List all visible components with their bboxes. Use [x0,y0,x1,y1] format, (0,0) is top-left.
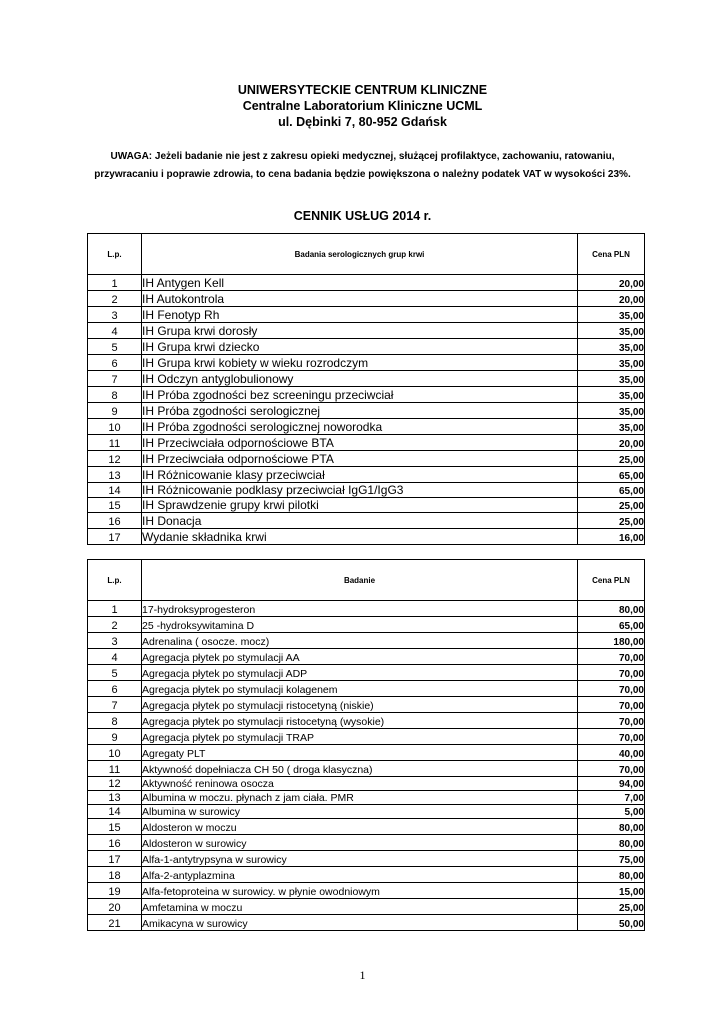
institution-name: UNIWERSYTECKIE CENTRUM KLINICZNE [237,83,488,97]
table-row [88,633,645,649]
test-name: IH Różnicowanie klasy przeciwciał [142,467,578,483]
table-row [88,819,645,835]
test-name: IH Przeciwciała odpornościowe PTA [142,451,578,467]
row-number: 1 [88,601,142,617]
row-number: 15 [88,819,142,835]
row-number: 8 [88,387,142,403]
row-number: 3 [88,307,142,323]
table-row [88,761,645,777]
test-name: IH Grupa krwi dorosły [142,323,578,339]
test-name: IH Odczyn antyglobulionowy [142,371,578,387]
test-price: 80,00 [578,819,645,835]
vat-notice [0,148,725,184]
test-name: Agregaty PLT [142,745,578,761]
row-number: 17 [88,529,142,545]
row-number: 10 [88,419,142,435]
test-name: Aldosteron w surowicy [142,835,578,851]
column-header-lp: L.p. [88,234,142,275]
test-name: IH Autokontrola [142,291,578,307]
row-number: 7 [88,697,142,713]
test-name: Albumina w moczu. płynach z jam ciała. PMR [142,791,578,805]
test-price: 70,00 [578,729,645,745]
test-price: 5,00 [578,805,645,819]
test-name: IH Grupa krwi dziecko [142,339,578,355]
test-price: 35,00 [578,403,645,419]
row-number: 3 [88,633,142,649]
test-price: 35,00 [578,419,645,435]
test-name: Agregacja płytek po stymulacji kolagenem [142,681,578,697]
row-number: 18 [88,867,142,883]
test-price: 70,00 [578,681,645,697]
table-row [88,777,645,791]
test-name: Aktywność dopełniacza CH 50 ( droga klasyczna) [142,761,578,777]
row-number: 21 [88,915,142,931]
test-name: Alfa-fetoproteina w surowicy. w płynie owodniowym [142,883,578,899]
test-price: 20,00 [578,435,645,451]
test-price: 25,00 [578,451,645,467]
address: ul. Dębinki 7, 80-952 Gdańsk [278,115,447,129]
test-name: Agregacja płytek po stymulacji TRAP [142,729,578,745]
test-price: 35,00 [578,371,645,387]
test-price: 65,00 [578,467,645,483]
table-row [88,371,645,387]
table-row [88,883,645,899]
test-price: 180,00 [578,633,645,649]
table-header-row [88,234,645,275]
test-price: 7,00 [578,791,645,805]
test-price: 25,00 [578,899,645,915]
table-row [88,467,645,483]
row-number: 9 [88,403,142,419]
test-name: IH Próba zgodności serologicznej noworodka [142,419,578,435]
test-name: IH Różnicowanie podklasy przeciwciał IgG1/IgG3 [142,483,578,498]
test-price: 15,00 [578,883,645,899]
test-price: 35,00 [578,387,645,403]
table-row [88,355,645,371]
table-row [88,697,645,713]
test-name: Amfetamina w moczu [142,899,578,915]
row-number: 11 [88,435,142,451]
test-price: 70,00 [578,713,645,729]
test-price: 70,00 [578,649,645,665]
test-price: 35,00 [578,355,645,371]
row-number: 5 [88,339,142,355]
row-number: 8 [88,713,142,729]
table-row [88,323,645,339]
table-row [88,419,645,435]
table-row [88,835,645,851]
column-header-name: Badania serologicznych grup krwi [142,234,578,275]
row-number: 9 [88,729,142,745]
test-price: 75,00 [578,851,645,867]
column-header-name: Badanie [142,560,578,601]
test-price: 50,00 [578,915,645,931]
table-row [88,649,645,665]
row-number: 12 [88,451,142,467]
row-number: 6 [88,681,142,697]
table-row [88,681,645,697]
table-header-row [88,560,645,601]
table-row [88,403,645,419]
vat-notice-line-2: przywracaniu i poprawie zdrowia, to cena badania będzie powiększona o należny podatek VAT w wysokości 23%. [94,169,631,180]
row-number: 2 [88,291,142,307]
table-row [88,791,645,805]
test-name: IH Sprawdzenie grupy krwi pilotki [142,498,578,513]
test-price: 35,00 [578,339,645,355]
column-header-price: Cena PLN [578,560,645,601]
row-number: 16 [88,513,142,529]
table-row [88,915,645,931]
test-price: 65,00 [578,617,645,633]
test-price: 94,00 [578,777,645,791]
table-row [88,665,645,681]
table-row [88,601,645,617]
blood-group-price-table [87,233,645,545]
test-name: Alfa-2-antyplazmina [142,867,578,883]
row-number: 12 [88,777,142,791]
row-number: 1 [88,275,142,291]
table-row [88,435,645,451]
row-number: 14 [88,805,142,819]
table-row [88,339,645,355]
table-row [88,713,645,729]
test-price: 40,00 [578,745,645,761]
table-row [88,729,645,745]
test-name: IH Próba zgodności serologicznej [142,403,578,419]
table-row [88,307,645,323]
test-price: 20,00 [578,275,645,291]
row-number: 5 [88,665,142,681]
table-row [88,451,645,467]
row-number: 11 [88,761,142,777]
table-row [88,805,645,819]
row-number: 2 [88,617,142,633]
row-number: 10 [88,745,142,761]
row-number: 13 [88,791,142,805]
page-number: 1 [359,968,366,982]
table-row [88,291,645,307]
test-price: 35,00 [578,323,645,339]
test-price: 80,00 [578,601,645,617]
page-title: CENNIK USŁUG 2014 r. [293,209,432,223]
test-name: Amikacyna w surowicy [142,915,578,931]
row-number: 19 [88,883,142,899]
test-name: Aktywność reninowa osocza [142,777,578,791]
table-row [88,867,645,883]
row-number: 14 [88,483,142,498]
test-price: 70,00 [578,697,645,713]
test-name: Wydanie składnika krwi [142,529,578,545]
table-row [88,851,645,867]
test-price: 25,00 [578,498,645,513]
test-name: Albumina w surowicy [142,805,578,819]
lab-test-price-table [87,559,645,931]
table-row [88,529,645,545]
laboratory-name: Centralne Laboratorium Kliniczne UCML [242,99,483,113]
row-number: 4 [88,323,142,339]
table-row [88,617,645,633]
test-name: 25 -hydroksywitamina D [142,617,578,633]
test-name: IH Próba zgodności bez screeningu przeciwciał [142,387,578,403]
test-name: Adrenalina ( osocze. mocz) [142,633,578,649]
test-price: 65,00 [578,483,645,498]
test-price: 35,00 [578,307,645,323]
test-name: IH Grupa krwi kobiety w wieku rozrodczym [142,355,578,371]
test-price: 16,00 [578,529,645,545]
test-name: IH Fenotyp Rh [142,307,578,323]
column-header-lp: L.p. [88,560,142,601]
test-price: 20,00 [578,291,645,307]
row-number: 15 [88,498,142,513]
test-name: Alfa-1-antytrypsyna w surowicy [142,851,578,867]
test-price: 80,00 [578,867,645,883]
table-row [88,275,645,291]
test-name: Agregacja płytek po stymulacji ADP [142,665,578,681]
vat-notice-line-1: UWAGA: Jeżeli badanie nie jest z zakresu opieki medycznej, służącej profilaktyce, zachowaniu, ratowaniu, [110,151,615,162]
test-name: Agregacja płytek po stymulacji AA [142,649,578,665]
test-name: IH Donacja [142,513,578,529]
row-number: 20 [88,899,142,915]
row-number: 13 [88,467,142,483]
test-name: IH Przeciwciała odpornościowe BTA [142,435,578,451]
test-price: 25,00 [578,513,645,529]
document-header [0,82,725,130]
row-number: 17 [88,851,142,867]
table-row [88,483,645,498]
test-name: IH Antygen Kell [142,275,578,291]
table-row [88,387,645,403]
column-header-price: Cena PLN [578,234,645,275]
test-price: 80,00 [578,835,645,851]
row-number: 4 [88,649,142,665]
table-row [88,899,645,915]
row-number: 6 [88,355,142,371]
test-name: Aldosteron w moczu [142,819,578,835]
test-price: 70,00 [578,761,645,777]
table-row [88,745,645,761]
row-number: 16 [88,835,142,851]
test-name: Agregacja płytek po stymulacji ristocetyną (niskie) [142,697,578,713]
row-number: 7 [88,371,142,387]
test-price: 70,00 [578,665,645,681]
test-name: 17-hydroksyprogesteron [142,601,578,617]
test-name: Agregacja płytek po stymulacji ristocetyną (wysokie) [142,713,578,729]
table-row [88,498,645,513]
table-row [88,513,645,529]
